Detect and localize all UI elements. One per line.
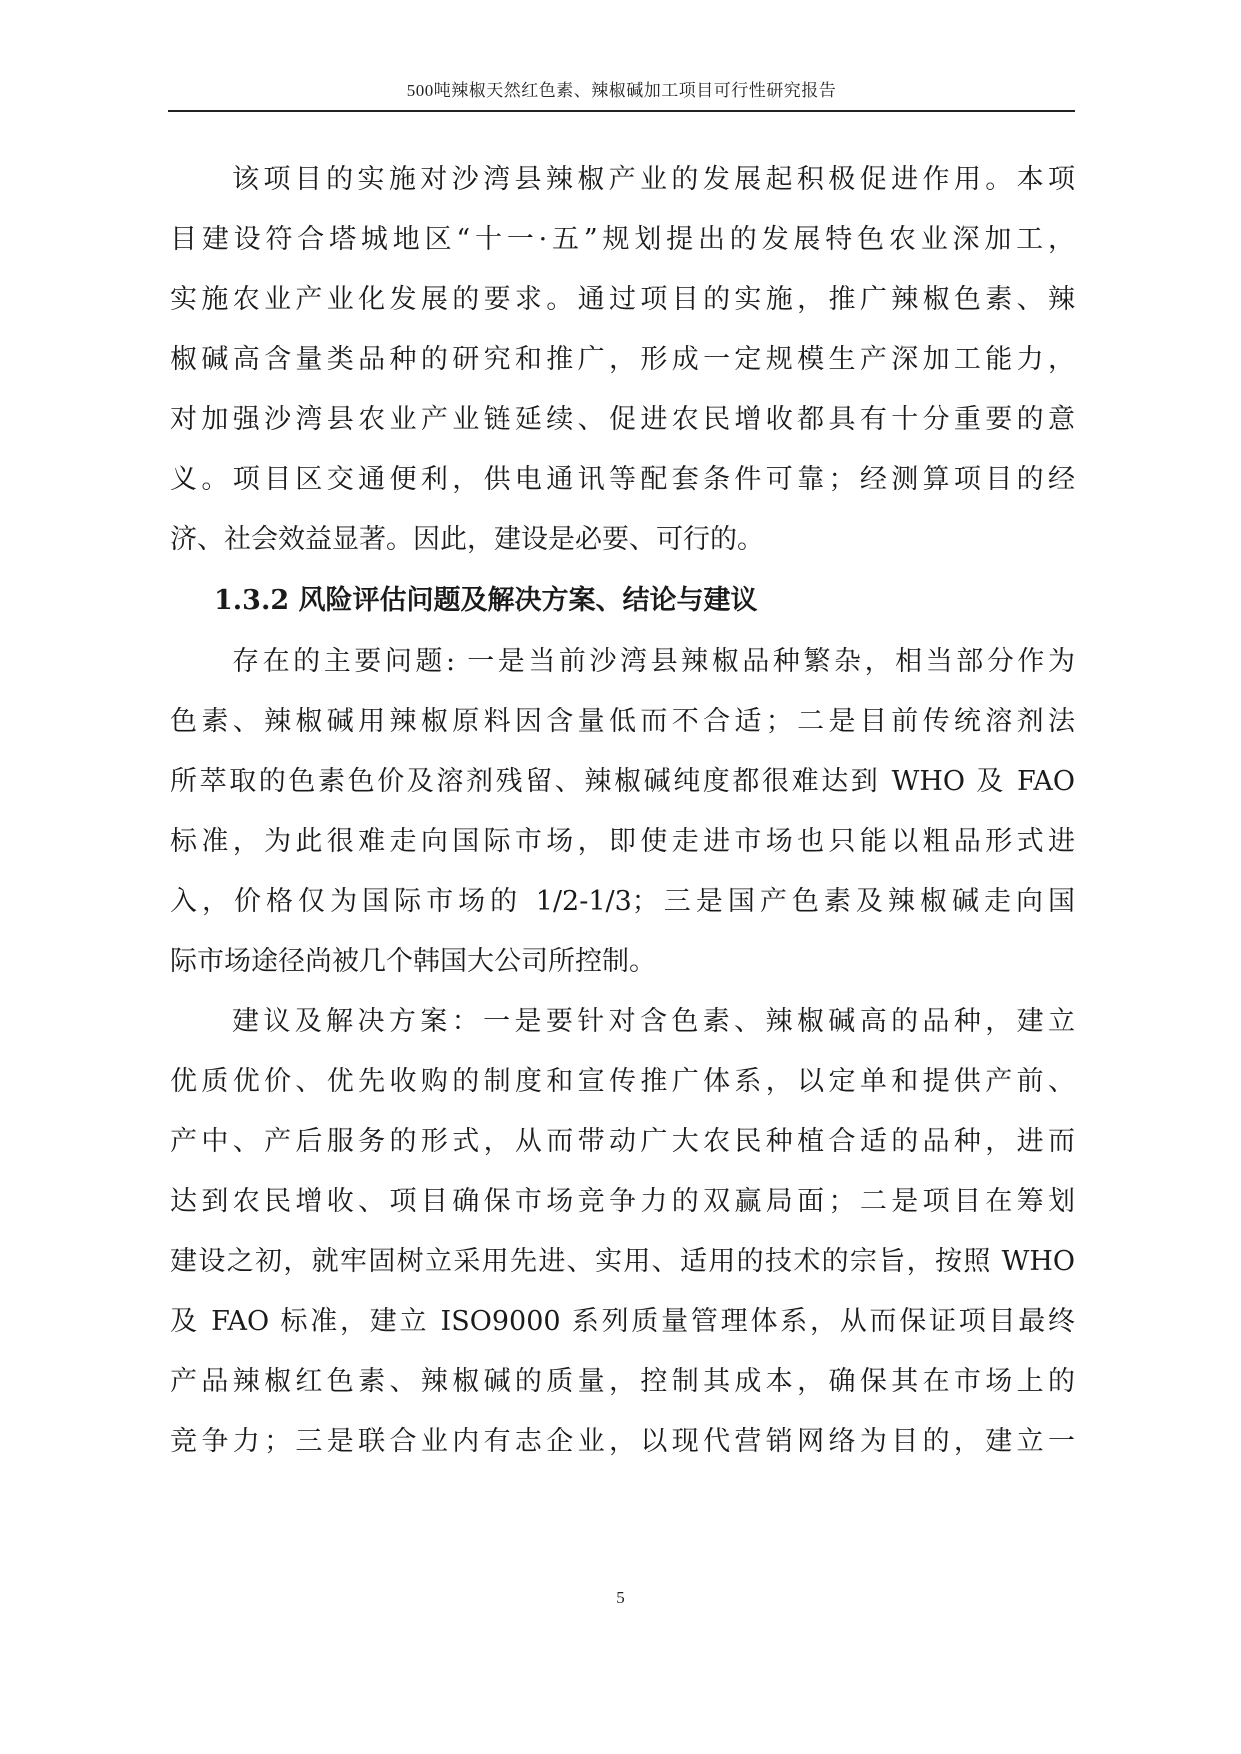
- page-number: 5: [616, 1588, 625, 1607]
- paragraph-line: 竞争力；三是联合业内有志企业，以现代营销网络为目的，建立一: [170, 1426, 1075, 1457]
- paragraph-line: 所萃取的色素色价及溶剂残留、辣椒碱纯度都很难达到 WHO 及 FAO: [170, 766, 1075, 797]
- paragraph-line: 对加强沙湾县农业产业链延续、促进农民增收都具有十分重要的意: [170, 404, 1075, 435]
- header-divider: [168, 110, 1075, 112]
- paragraph-solutions: [170, 992, 1075, 1472]
- paragraph-line: 标准，为此很难走向国际市场，即使走进市场也只能以粗品形式进: [170, 826, 1075, 857]
- paragraph-line: 义。项目区交通便利，供电通讯等配套条件可靠；经测算项目的经: [170, 464, 1075, 495]
- paragraph-project-significance: [170, 150, 1075, 570]
- paragraph-line: 目建设符合塔城地区“十一·五”规划提出的发展特色农业深加工，: [170, 224, 1075, 255]
- paragraph-line: 椒碱高含量类品种的研究和推广，形成一定规模生产深加工能力，: [170, 344, 1075, 375]
- paragraph-line: 存在的主要问题: 一是当前沙湾县辣椒品种繁杂，相当部分作为: [232, 646, 1075, 677]
- document-body: [170, 150, 1075, 1472]
- section-heading: 1.3.2 风险评估问题及解决方案、结论与建议: [214, 585, 758, 616]
- paragraph-line: 际市场途径尚被几个韩国大公司所控制。: [170, 946, 656, 977]
- paragraph-main-problems: [170, 632, 1075, 992]
- paragraph-line: 达到农民增收、项目确保市场竞争力的双赢局面；二是项目在筹划: [170, 1186, 1075, 1217]
- paragraph-line: 产中、产后服务的形式，从而带动广大农民种植合适的品种，进而: [170, 1126, 1075, 1157]
- paragraph-line: 建设之初，就牢固树立采用先进、实用、适用的技术的宗旨，按照 WHO: [170, 1246, 1075, 1277]
- paragraph-line: 入，价格仅为国际市场的 1/2-1/3；三是国产色素及辣椒碱走向国: [170, 886, 1075, 917]
- paragraph-line: 实施农业产业化发展的要求。通过项目的实施，推广辣椒色素、辣: [170, 284, 1075, 315]
- paragraph-line: 建议及解决方案：一是要针对含色素、辣椒碱高的品种，建立: [232, 1006, 1075, 1037]
- running-header: 500吨辣椒天然红色素、辣椒碱加工项目可行性研究报告: [406, 81, 837, 100]
- paragraph-line: 产品辣椒红色素、辣椒碱的质量，控制其成本，确保其在市场上的: [170, 1366, 1075, 1397]
- paragraph-line: 该项目的实施对沙湾县辣椒产业的发展起积极促进作用。本项: [232, 164, 1075, 195]
- paragraph-line: 及 FAO 标准，建立 ISO9000 系列质量管理体系，从而保证项目最终: [170, 1306, 1075, 1337]
- paragraph-line: 色素、辣椒碱用辣椒原料因含量低而不合适；二是目前传统溶剂法: [170, 706, 1075, 737]
- paragraph-line: 优质优价、优先收购的制度和宣传推广体系，以定单和提供产前、: [170, 1066, 1075, 1097]
- paragraph-line: 济、社会效益显著。因此，建设是必要、可行的。: [170, 524, 764, 555]
